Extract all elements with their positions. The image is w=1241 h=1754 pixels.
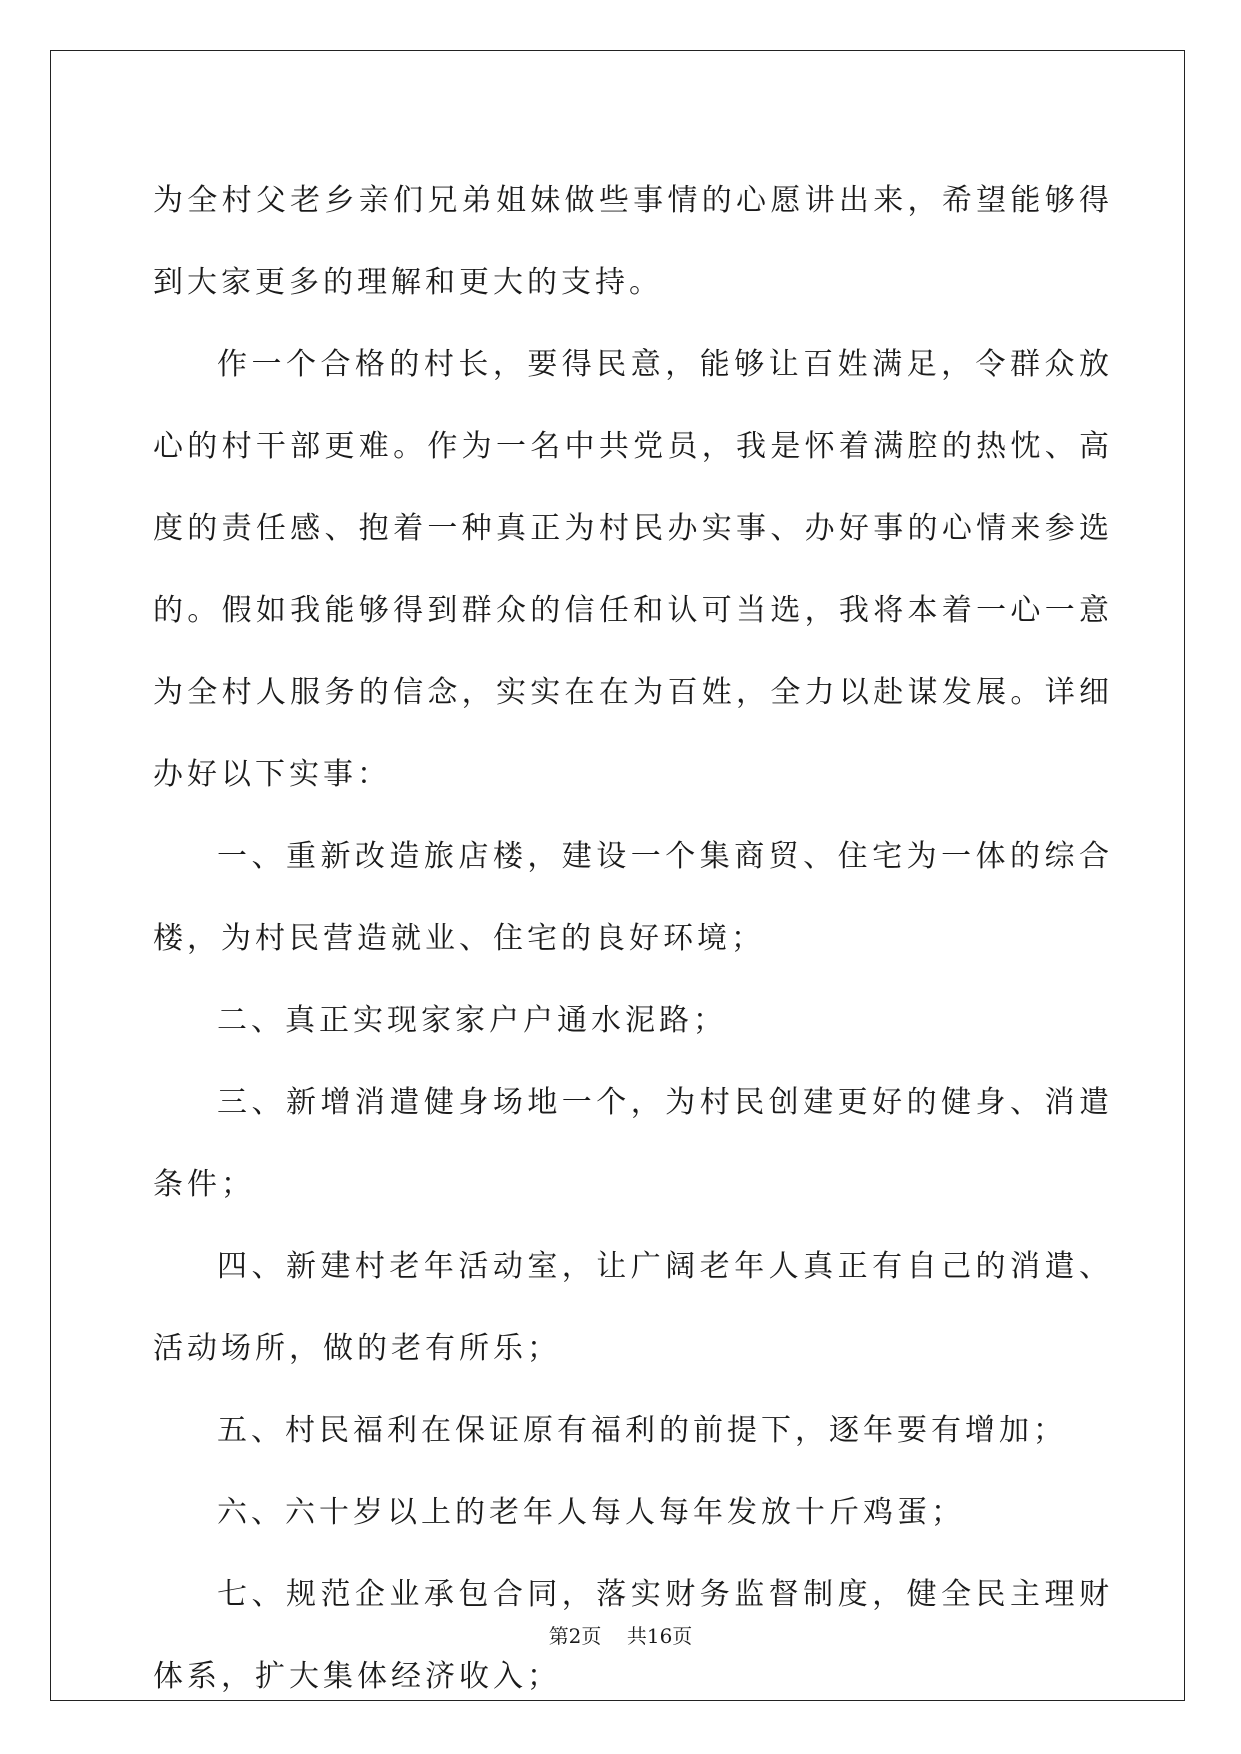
page-footer <box>0 1620 1241 1649</box>
paragraph-7: 五、村民福利在保证原有福利的前提下，逐年要有增加； <box>217 1413 1067 1448</box>
paragraph-5: 三、新增消遣健身场地一个，为村民创建更好的健身、消遣条件； <box>153 1085 1113 1202</box>
page-total: 共16页 <box>626 1624 693 1648</box>
paragraph-4: 二、真正实现家家户户通水泥路； <box>217 1003 727 1038</box>
paragraph-6: 四、新建村老年活动室，让广阔老年人真正有自己的消遣、活动场所，做的老有所乐； <box>153 1249 1113 1366</box>
paragraph-8: 六、六十岁以上的老年人每人每年发放十斤鸡蛋； <box>217 1495 965 1530</box>
paragraph-9: 七、规范企业承包合同，落实财务监督制度，健全民主理财体系，扩大集体经济收入； <box>153 1577 1113 1694</box>
page-number: 第2页 <box>548 1624 602 1648</box>
document-body <box>153 160 1113 1718</box>
paragraph-2: 作一个合格的村长，要得民意，能够让百姓满足，令群众放心的村干部更难。作为一名中共党员，我是怀着满腔的热忱、高度的责任感、抱着一种真正为村民办实事、办好事的心情来参选的。假如我能够得到群众的信任和认可当选，我将本着一心一意为全村人服务的信念，实实在在为百姓，全力以赴谋发展。详细办好以下实事： <box>153 347 1113 792</box>
paragraph-1: 为全村父老乡亲们兄弟姐妹做些事情的心愿讲出来，希望能够得到大家更多的理解和更大的支持。 <box>153 183 1113 300</box>
paragraph-3: 一、重新改造旅店楼，建设一个集商贸、住宅为一体的综合楼，为村民营造就业、住宅的良好环境； <box>153 839 1113 956</box>
